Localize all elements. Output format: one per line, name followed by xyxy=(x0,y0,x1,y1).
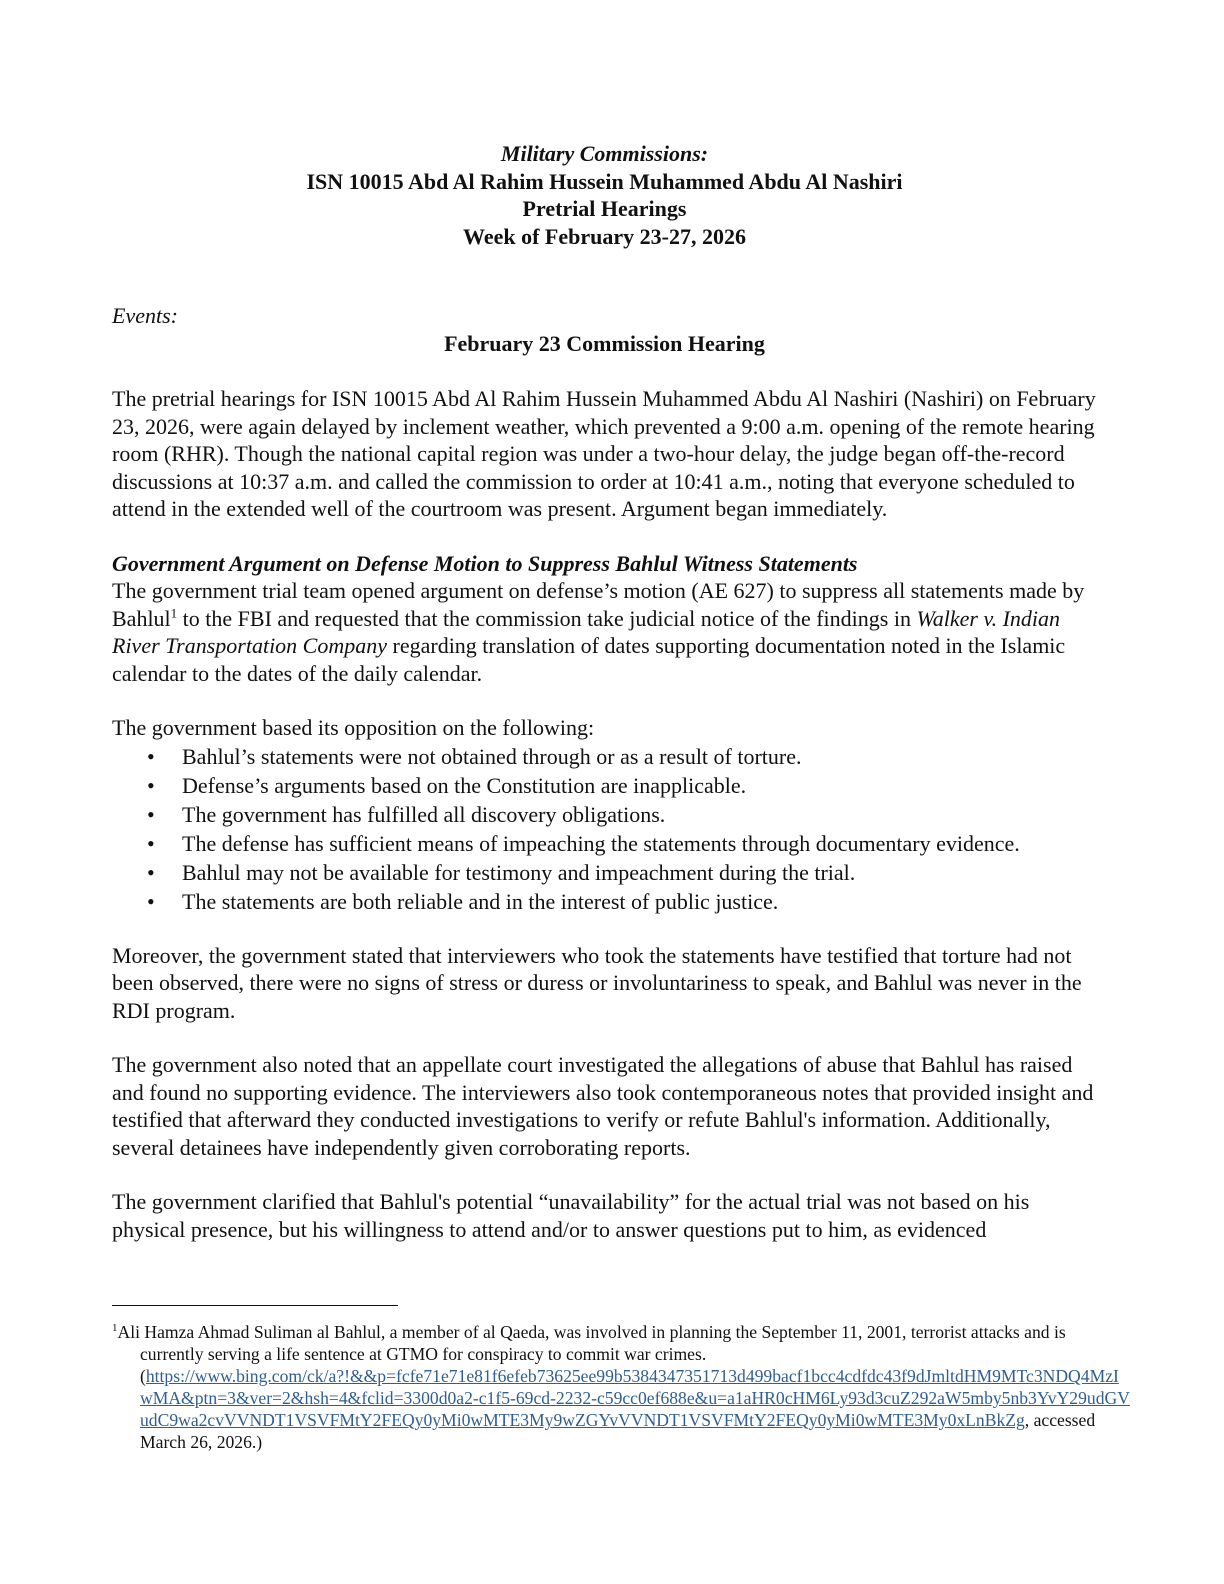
bullet-icon: • xyxy=(147,888,155,914)
header-line-week: Week of February 23-27, 2026 xyxy=(463,223,746,249)
footnote-source-link[interactable]: https://www.bing.com/ck/a?!&&p=fcfe71e71e81f6efeb73625ee99b5384347351713d499bacf1bcc4cdfdc43f9dJmltdHM9MTc3NDQ4MzIwMA&ptn=3&ver=2&hsh=4&fclid=3300d0a2-c1f5-69cd-2232-c59cc0ef688e&u=a1aHR0cHM6Ly93d3cuZ292aW5mby5nb3YvY29udGVudC9wa2cvVVNDT1VSVFMtY2FEQy0yMi0wMTE3My9wZGYvVVNDT1VSVFMtY2FEQy0yMi0wMTE3My0xLnBkZg xyxy=(140,1366,1130,1430)
footnote-mark: 1 xyxy=(112,1322,118,1335)
footnote-text: Ali Hamza Ahmad Suliman al Bahlul, a member of al Qaeda, was involved in planning the September 11, 2001, terrorist attacks and is currently serving a life sentence at GTMO for conspiracy to commit war crimes. xyxy=(117,1322,1066,1364)
list-item xyxy=(112,887,1097,916)
list-item-text: The defense has sufficient means of impeaching the statements through documentary evidence. xyxy=(182,830,1020,856)
paragraph-government-opening xyxy=(112,577,1097,687)
events-label: Events: xyxy=(112,303,178,328)
header-line-commissions: Military Commissions: xyxy=(500,141,709,166)
bullet-icon: • xyxy=(147,743,155,769)
bullet-icon: • xyxy=(147,772,155,798)
list-item-text: Bahlul’s statements were not obtained through or as a result of torture. xyxy=(182,743,802,769)
footnote-divider xyxy=(112,1305,398,1306)
paragraph-text: regarding translation of dates supporting documentation noted in the Islamic calendar to the dates of the daily calendar. xyxy=(112,633,1066,686)
list-item xyxy=(112,771,1097,800)
footnote-open-paren: ( xyxy=(140,1366,146,1386)
list-item xyxy=(112,742,1097,771)
list-item xyxy=(112,829,1097,858)
footnote-accessed-date: , accessed March 26, 2026.) xyxy=(140,1410,1096,1452)
paragraph-appellate-court: The government also noted that an appellate court investigated the allegations of abuse that Bahlul has raised and found no supporting evidence. The interviewers also took contemporaneous notes that provided insight and testified that afterward they conducted investigations to verify or refute Bahlul's information. Additionally, several detainees have independently given corroborating reports. xyxy=(112,1052,1094,1160)
paragraph-text: to the FBI and requested that the commission take judicial notice of the findings in xyxy=(177,605,917,631)
paragraph-hearing-delay: The pretrial hearings for ISN 10015 Abd Al Rahim Hussein Muhammed Abdu Al Nashiri (Nashiri) on February 23, 2026, were again delayed by inclement weather, which prevented a 9:00 a.m. opening of the remote hearing room (RHR). Though the national capital region was under a two-hour delay, the judge began off-the-record discussions at 10:37 a.m. and called the commission to order at 10:41 a.m., noting that everyone scheduled to attend in the extended well of the courtroom was present. Argument began immediately. xyxy=(112,386,1096,521)
opposition-bullet-list xyxy=(112,742,1097,916)
list-item-text: The government has fulfilled all discovery obligations. xyxy=(182,801,666,827)
list-item xyxy=(112,800,1097,829)
list-item-text: Bahlul may not be available for testimony and impeachment during the trial. xyxy=(182,859,856,885)
subheading-government-argument: Government Argument on Defense Motion to Suppress Bahlul Witness Statements xyxy=(112,550,858,576)
paragraph-unavailability: The government clarified that Bahlul's potential “unavailability” for the actual trial was not based on his physical presence, but his willingness to attend and/or to answer questions put to him, as evidenced xyxy=(112,1189,1030,1242)
header-line-detainee: ISN 10015 Abd Al Rahim Hussein Muhammed Abdu Al Nashiri xyxy=(306,168,903,194)
case-name: Walker v. Indian River Transportation Company xyxy=(112,605,1061,658)
list-item-text: The statements are both reliable and in the interest of public justice. xyxy=(182,888,779,914)
bullets-intro-text: The government based its opposition on the following: xyxy=(112,715,595,740)
footnote xyxy=(112,1321,1130,1453)
paragraph-text: The government trial team opened argument on defense’s motion (AE 627) to suppress all statements made by Bahlul xyxy=(112,578,1085,631)
bullet-icon: • xyxy=(147,859,155,885)
list-item-text: Defense’s arguments based on the Constitution are inapplicable. xyxy=(182,772,747,798)
bullet-icon: • xyxy=(147,801,155,827)
document-header xyxy=(112,140,1097,250)
header-line-hearings: Pretrial Hearings xyxy=(522,196,687,221)
paragraph-interviewer-testimony: Moreover, the government stated that interviewers who took the statements have testified that torture had not been observed, there were no signs of stress or duress or involuntariness to speak, and Bahlul was never in the RDI program. xyxy=(112,942,1082,1023)
footnote-reference[interactable]: 1 xyxy=(170,605,178,621)
section-title: February 23 Commission Hearing xyxy=(444,330,765,356)
document-body xyxy=(112,140,1097,1243)
bullet-icon: • xyxy=(147,830,155,856)
list-item xyxy=(112,858,1097,887)
bullets-intro xyxy=(112,714,1097,742)
